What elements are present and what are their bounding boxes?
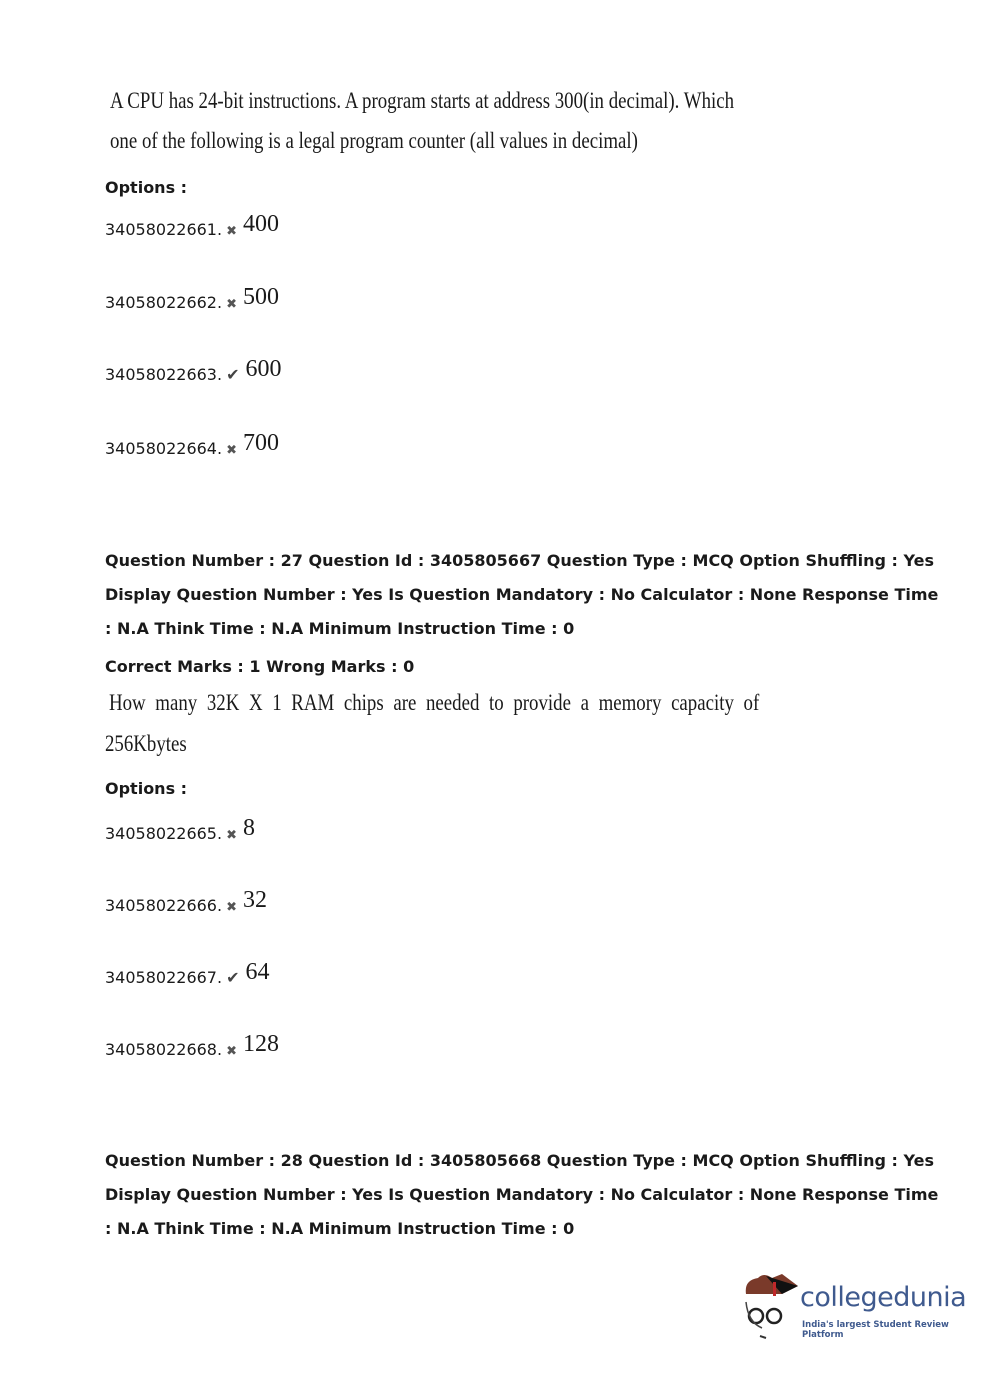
- check-icon: ✔: [226, 968, 240, 987]
- options-label: Options :: [105, 178, 188, 197]
- question-28-meta-line3: : N.A Think Time : N.A Minimum Instruction Time : 0: [105, 1219, 575, 1238]
- logo-wordmark: collegedunia: [800, 1282, 967, 1313]
- option-id: 34058022664.: [105, 439, 223, 458]
- question-26-text-line2: one of the following is a legal program counter (all values in decimal): [110, 128, 638, 153]
- option-id: 34058022662.: [105, 293, 223, 312]
- question-26-text-line1: A CPU has 24-bit instructions. A program starts at address 300(in decimal). Which: [110, 88, 735, 113]
- question-28-meta-line2: Display Question Number : Yes Is Question Mandatory : No Calculator : None Response Time: [105, 1185, 939, 1204]
- option-row: [105, 1031, 279, 1062]
- option-id: 34058022666.: [105, 896, 223, 915]
- question-27-text-line1: How many 32K X 1 RAM chips are needed to provide a memory capacity of: [109, 690, 760, 715]
- check-icon: ✔: [226, 365, 240, 384]
- option-value: 400: [242, 211, 279, 237]
- option-row: [105, 284, 279, 315]
- option-row: [105, 887, 267, 918]
- option-value: 8: [242, 815, 255, 841]
- option-value: 32: [242, 887, 267, 913]
- option-value: 700: [242, 430, 279, 456]
- option-id: 34058022668.: [105, 1040, 223, 1059]
- logo-tagline: India's largest Student Review Platform: [802, 1320, 949, 1340]
- mascot-icon: [742, 1272, 800, 1342]
- option-value: 128: [242, 1031, 279, 1057]
- cross-icon: ✖: [226, 900, 237, 915]
- option-value: 600: [245, 356, 282, 382]
- cross-icon: ✖: [226, 297, 237, 312]
- question-28-meta-line1: Question Number : 28 Question Id : 3405805668 Question Type : MCQ Option Shuffling : Yes: [105, 1151, 935, 1170]
- option-row: [105, 430, 279, 461]
- option-row: [105, 356, 282, 387]
- question-27-meta-line1: Question Number : 27 Question Id : 3405805667 Question Type : MCQ Option Shuffling : Yes: [105, 551, 935, 570]
- collegedunia-logo: [742, 1272, 972, 1342]
- option-value: 500: [242, 284, 279, 310]
- option-row: [105, 211, 279, 242]
- option-row: [105, 959, 270, 990]
- cross-icon: ✖: [226, 828, 237, 843]
- option-row: [105, 815, 255, 846]
- option-id: 34058022667.: [105, 968, 223, 987]
- option-id: 34058022663.: [105, 365, 223, 384]
- cross-icon: ✖: [226, 443, 237, 458]
- options-label: Options :: [105, 779, 188, 798]
- question-27-meta-line3: : N.A Think Time : N.A Minimum Instruction Time : 0: [105, 619, 575, 638]
- question-27-marks: Correct Marks : 1 Wrong Marks : 0: [105, 657, 415, 676]
- question-27-text-line2: 256Kbytes: [105, 731, 187, 756]
- option-id: 34058022661.: [105, 220, 223, 239]
- option-id: 34058022665.: [105, 824, 223, 843]
- option-value: 64: [245, 959, 270, 985]
- question-27-meta-line2: Display Question Number : Yes Is Question Mandatory : No Calculator : None Response Time: [105, 585, 939, 604]
- cross-icon: ✖: [226, 224, 237, 239]
- cross-icon: ✖: [226, 1044, 237, 1059]
